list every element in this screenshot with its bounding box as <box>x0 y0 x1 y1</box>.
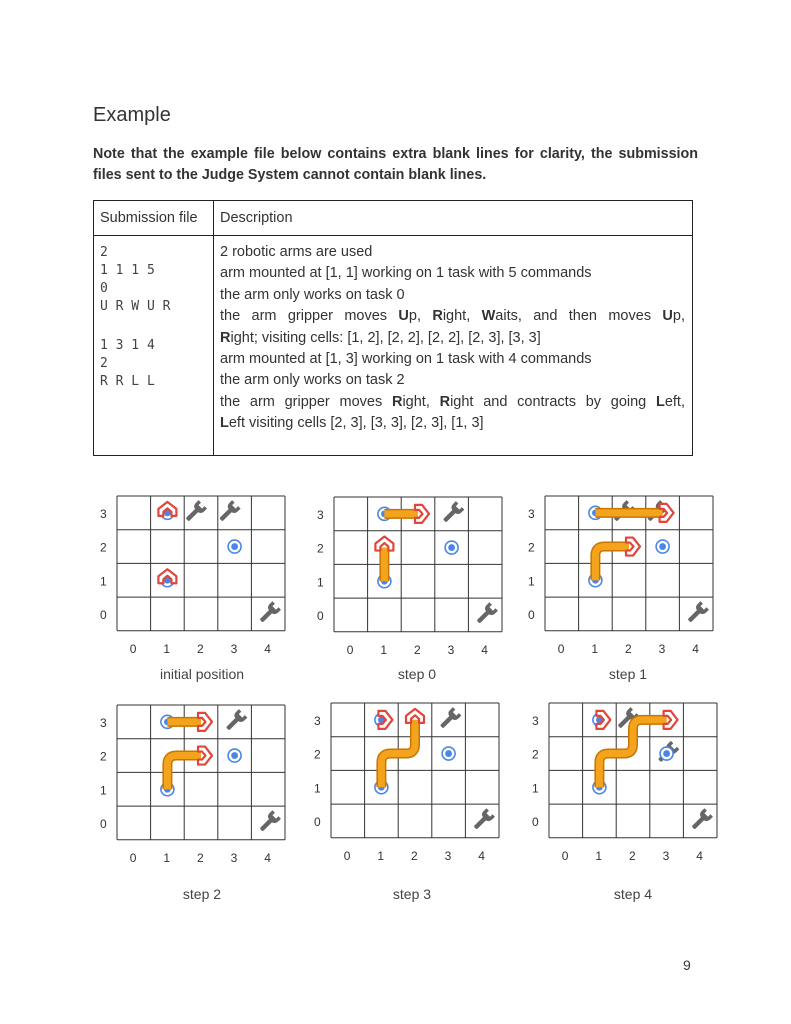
wrench-icon <box>183 500 207 524</box>
y-axis-label: 2 <box>528 540 535 555</box>
code-line: 2 <box>100 356 108 371</box>
caption-step-1: step 1 <box>608 666 648 682</box>
code-line: 1 1 1 5 <box>100 263 155 278</box>
diagram-step-1 <box>520 494 720 662</box>
x-axis-label: 2 <box>411 848 418 863</box>
arm-mount-icon <box>445 541 458 554</box>
x-axis-label: 1 <box>591 641 599 656</box>
y-axis-label: 3 <box>100 506 107 521</box>
x-axis-label: 1 <box>380 642 388 657</box>
description-line: the arm only works on task 0 <box>220 286 405 303</box>
x-axis-label: 0 <box>346 642 354 657</box>
description-line: arm mounted at [1, 1] working on 1 task with 5 commands <box>220 265 592 282</box>
caption-step-4: step 4 <box>613 886 653 902</box>
x-axis-label: 4 <box>696 848 703 863</box>
y-axis-label: 1 <box>100 783 107 798</box>
y-axis-label: 3 <box>532 713 539 728</box>
y-axis-label: 3 <box>528 506 535 521</box>
diagram-step-3 <box>306 701 506 869</box>
arm-mount-icon <box>442 747 455 760</box>
description-line: arm mounted at [1, 3] working on 1 task with 4 commands <box>220 351 592 368</box>
example-table <box>93 200 693 456</box>
wrench-icon <box>257 601 281 625</box>
y-axis-label: 0 <box>100 816 107 831</box>
description-cell <box>214 236 693 456</box>
submission-file-cell <box>94 236 214 456</box>
y-axis-label: 1 <box>314 781 321 796</box>
wrench-icon <box>437 707 461 731</box>
y-axis-label: 3 <box>314 713 321 728</box>
x-axis-label: 0 <box>343 848 351 863</box>
x-axis-label: 3 <box>230 641 238 656</box>
x-axis-label: 4 <box>478 848 485 863</box>
description-line: the arm gripper moves Right, Right and contracts by going Left, <box>220 393 685 410</box>
arm-segment <box>599 720 666 787</box>
y-axis-label: 0 <box>100 607 107 622</box>
y-axis-label: 3 <box>317 507 324 522</box>
wrench-icon <box>223 709 247 733</box>
header-submission-file: Submission file <box>94 201 214 236</box>
code-line: U R W U R <box>100 299 171 314</box>
x-axis-label: 2 <box>414 642 421 657</box>
x-axis-label: 2 <box>625 641 632 656</box>
description-line: Right; visiting cells: [1, 2], [2, 2], [2, 2], [2, 3], [3, 3] <box>220 329 541 346</box>
x-axis-label: 3 <box>447 642 455 657</box>
y-axis-label: 0 <box>314 814 321 829</box>
page-number: 9 <box>683 957 691 973</box>
diagram-step-2 <box>92 703 292 871</box>
y-axis-label: 1 <box>100 574 107 589</box>
wrench-icon <box>689 808 713 832</box>
code-line: R R L L <box>100 374 155 389</box>
x-axis-label: 1 <box>163 641 171 656</box>
y-axis-label: 1 <box>532 781 539 796</box>
wrench-icon <box>685 601 709 625</box>
y-axis-label: 2 <box>532 747 539 762</box>
y-axis-label: 1 <box>317 575 324 590</box>
x-axis-label: 1 <box>163 850 171 865</box>
y-axis-label: 3 <box>100 715 107 730</box>
x-axis-label: 4 <box>264 850 271 865</box>
caption-initial-position: initial position <box>159 666 245 682</box>
section-heading: Example <box>93 104 171 126</box>
x-axis-label: 0 <box>557 641 565 656</box>
y-axis-label: 2 <box>100 749 107 764</box>
x-axis-label: 0 <box>561 848 569 863</box>
diagram-step-4 <box>524 701 724 869</box>
arm-mount-icon <box>660 747 673 760</box>
arm-mount-icon <box>228 540 241 553</box>
x-axis-label: 0 <box>129 641 137 656</box>
arm-mount-icon <box>656 540 669 553</box>
description-line: 2 robotic arms are used <box>220 244 373 260</box>
x-axis-label: 3 <box>662 848 670 863</box>
x-axis-label: 1 <box>377 848 385 863</box>
wrench-icon <box>217 500 241 524</box>
description-line: the arm only works on task 2 <box>220 372 405 389</box>
caption-step-0: step 0 <box>397 666 437 682</box>
y-axis-label: 1 <box>528 574 535 589</box>
caption-step-3: step 3 <box>392 886 432 902</box>
code-line: 0 <box>100 281 108 296</box>
note-paragraph: Note that the example file below contains extra blank lines for clarity, the submission files sent to the Judge System cannot contain blank lines. <box>93 146 698 183</box>
y-axis-label: 0 <box>528 607 535 622</box>
x-axis-label: 1 <box>595 848 603 863</box>
x-axis-label: 3 <box>658 641 666 656</box>
x-axis-label: 2 <box>197 641 204 656</box>
code-line: 2 <box>100 245 108 260</box>
arm-mount-icon <box>228 749 241 762</box>
x-axis-label: 2 <box>197 850 204 865</box>
y-axis-label: 2 <box>314 747 321 762</box>
y-axis-label: 2 <box>100 540 107 555</box>
x-axis-label: 4 <box>264 641 271 656</box>
description-line: the arm gripper moves Up, Right, Waits, and then moves Up, <box>220 308 685 325</box>
diagram-initial-position <box>92 494 292 662</box>
wrench-icon <box>471 808 495 832</box>
y-axis-label: 2 <box>317 541 324 556</box>
y-axis-label: 0 <box>532 814 539 829</box>
wrench-icon <box>257 810 281 834</box>
x-axis-label: 3 <box>444 848 452 863</box>
code-line: 1 3 1 4 <box>100 338 155 353</box>
x-axis-label: 0 <box>129 850 137 865</box>
x-axis-label: 3 <box>230 850 238 865</box>
wrench-icon <box>440 501 464 525</box>
header-description: Description <box>214 201 693 236</box>
wrench-icon <box>474 602 498 626</box>
description-line: Left visiting cells [2, 3], [3, 3], [2, 3], [1, 3] <box>220 415 484 432</box>
y-axis-label: 0 <box>317 608 324 623</box>
diagram-step-0 <box>309 495 509 663</box>
x-axis-label: 4 <box>692 641 699 656</box>
caption-step-2: step 2 <box>182 886 222 902</box>
x-axis-label: 4 <box>481 642 488 657</box>
x-axis-label: 2 <box>629 848 636 863</box>
